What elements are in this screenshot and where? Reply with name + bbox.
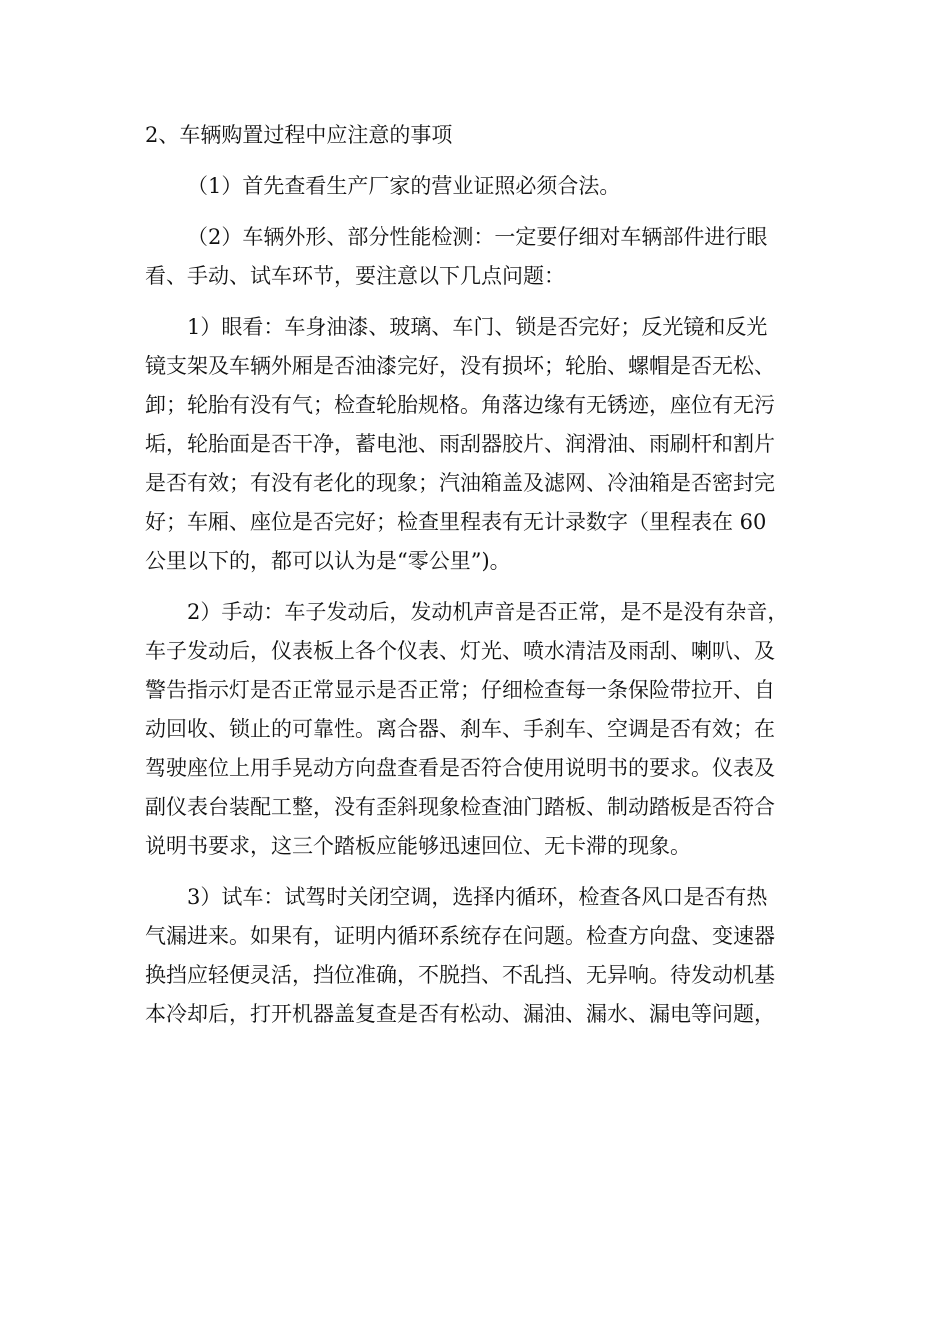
paragraph-line: 是否有效；有没有老化的现象；汽油箱盖及滤网、冷油箱是否密封完	[145, 471, 775, 495]
paragraph-line: 1）眼看：车身油漆、玻璃、车门、锁是否完好；反光镜和反光	[187, 315, 768, 339]
paragraph-3	[145, 308, 809, 581]
paragraph-line: 看、手动、试车环节，要注意以下几点问题：	[145, 264, 565, 288]
paragraph-line: 换挡应轻便灵活，挡位准确，不脱挡、不乱挡、无异响。待发动机基	[145, 963, 775, 987]
paragraph-4	[145, 593, 809, 866]
paragraph-line: 公里以下的，都可以认为是“零公里”)。	[145, 549, 511, 573]
paragraph-line: 驾驶座位上用手晃动方向盘查看是否符合使用说明书的要求。仪表及	[145, 756, 775, 780]
paragraph-line: 3）试车：试驾时关闭空调，选择内循环，检查各风口是否有热	[187, 885, 768, 909]
paragraph-line: 好；车厢、座位是否完好；检查里程表有无计录数字（里程表在 60	[145, 510, 767, 534]
paragraph-line: 镜支架及车辆外厢是否油漆完好，没有损坏；轮胎、螺帽是否无松、	[145, 354, 775, 378]
paragraph-1	[145, 167, 809, 206]
paragraph-5	[145, 878, 809, 1034]
paragraph-line: 本冷却后，打开机器盖复查是否有松动、漏油、漏水、漏电等问题，	[145, 1002, 775, 1026]
paragraph-line: 垢，轮胎面是否干净，蓄电池、雨刮器胶片、润滑油、雨刷杆和割片	[145, 432, 775, 456]
paragraph-line: （2）车辆外形、部分性能检测：一定要仔细对车辆部件进行眼	[187, 225, 768, 249]
paragraph-line: 副仪表台装配工整，没有歪斜现象检查油门踏板、制动踏板是否符合	[145, 795, 775, 819]
document-body	[145, 116, 809, 1034]
paragraph-line: 卸；轮胎有没有气；检查轮胎规格。角落边缘有无锈迹，座位有无污	[145, 393, 775, 417]
paragraph-line: 车子发动后，仪表板上各个仪表、灯光、喷水清洁及雨刮、喇叭、及	[145, 639, 775, 663]
paragraph-line: 2）手动：车子发动后，发动机声音是否正常，是不是没有杂音，	[187, 600, 789, 624]
paragraph-line: 警告指示灯是否正常显示是否正常；仔细检查每一条保险带拉开、自	[145, 678, 775, 702]
paragraph-2	[145, 218, 809, 296]
paragraph-line: （1）首先查看生产厂家的营业证照必须合法。	[187, 174, 621, 198]
section-heading: 2、车辆购置过程中应注意的事项	[145, 123, 453, 147]
paragraph-line: 说明书要求，这三个踏板应能够迅速回位、无卡滞的现象。	[145, 834, 691, 858]
paragraph-line: 动回收、锁止的可靠性。离合器、刹车、手刹车、空调是否有效；在	[145, 717, 775, 741]
paragraph-line: 气漏进来。如果有，证明内循环系统存在问题。检查方向盘、变速器	[145, 924, 775, 948]
